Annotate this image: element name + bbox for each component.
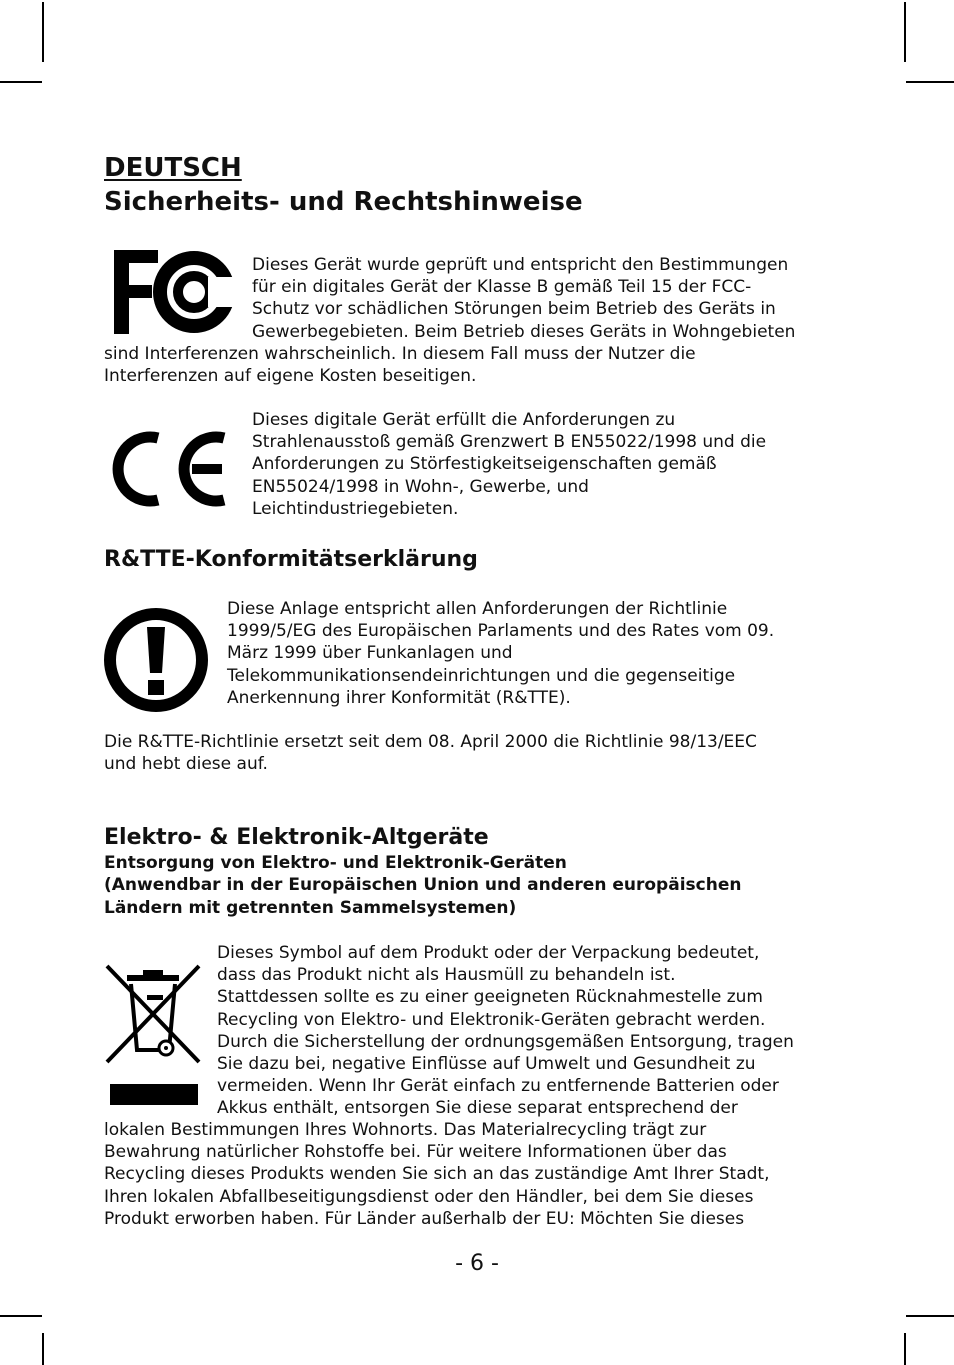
fcc-text-line: Interferenzen auf eigene Kosten beseitigen. <box>104 366 477 387</box>
rtte-text-line: Diese Anlage entspricht allen Anforderungen der Richtlinie <box>227 599 728 619</box>
rtte-note-line: Die R&TTE-Richtlinie ersetzt seit dem 08. April 2000 die Richtlinie 98/13/EEC <box>104 732 757 752</box>
crop-mark <box>42 1333 44 1365</box>
weee-text-line: Ihren lokalen Abfallbeseitigungsdienst oder den Händler, bei dem Sie dieses <box>104 1186 754 1207</box>
weee-text-line: Akkus enthält, entsorgen Sie diese separat entsprechend der <box>217 1098 738 1119</box>
ce-logo-icon <box>108 426 228 512</box>
weee-subheading-line: Entsorgung von Elektro- und Elektronik-Geräten <box>104 853 567 873</box>
weee-text-line: Recycling von Elektro- und Elektronik-Geräten gebracht werden. <box>217 1009 766 1030</box>
crop-mark <box>904 2 906 62</box>
crossed-out-bin-icon <box>103 962 203 1110</box>
weee-text-line: Stattdessen sollte es zu einer geeigneten Rücknahmestelle zum <box>217 987 763 1008</box>
weee-text-line: vermeiden. Wenn Ihr Gerät einfach zu entfernende Batterien oder <box>217 1076 779 1097</box>
weee-subheading-line: (Anwendbar in der Europäischen Union und anderen europäischen <box>104 875 742 896</box>
language-heading: DEUTSCH <box>104 153 242 183</box>
warning-exclamation-icon <box>103 607 209 713</box>
crop-mark <box>0 81 42 83</box>
ce-text-line: Dieses digitale Gerät erfüllt die Anforderungen zu <box>252 410 676 430</box>
crop-mark <box>0 1315 42 1317</box>
weee-text-line: Dieses Symbol auf dem Produkt oder der Verpackung bedeutet, <box>217 943 760 963</box>
weee-text-line: Bewahrung natürlicher Rohstoffe bei. Für weitere Informationen über das <box>104 1142 727 1163</box>
page-title: Sicherheits- und Rechtshinweise <box>104 187 583 217</box>
rtte-text-line: März 1999 über Funkanlagen und <box>227 643 513 664</box>
fcc-text-line: Dieses Gerät wurde geprüft und entspricht den Bestimmungen <box>252 255 789 275</box>
fcc-logo-icon <box>110 247 236 337</box>
fcc-text-line: Schutz vor schädlichen Störungen beim Betrieb des Geräts in <box>252 299 776 320</box>
crop-mark <box>906 1315 954 1317</box>
rtte-heading: R&TTE-Konformitätserklärung <box>104 547 478 572</box>
weee-text-line: dass das Produkt nicht als Hausmüll zu behandeln ist. <box>217 965 676 986</box>
ce-text-line: Leichtindustriegebieten. <box>252 498 459 519</box>
ce-text-line: EN55024/1998 in Wohn-, Gewerbe, und <box>252 476 589 497</box>
ce-text-line: Strahlenausstoß gemäß Grenzwert B EN55022/1998 und die <box>252 432 767 453</box>
rtte-text-line: Anerkennung ihrer Konformität (R&TTE). <box>227 687 571 708</box>
weee-heading: Elektro- & Elektronik-Altgeräte <box>104 825 489 850</box>
weee-text-line: lokalen Bestimmungen Ihres Wohnorts. Das Materialrecycling trägt zur <box>104 1120 707 1140</box>
ce-text-line: Anforderungen zu Störfestigkeitseigenschaften gemäß <box>252 454 717 475</box>
weee-text-line: Recycling dieses Produkts wenden Sie sich an das zuständige Amt Ihrer Stadt, <box>104 1164 770 1185</box>
fcc-text-line: Gewerbegebieten. Beim Betrieb dieses Geräts in Wohngebieten <box>252 321 796 342</box>
rtte-text-line: Telekommunikationsendeinrichtungen und die gegenseitige <box>227 665 736 686</box>
crop-mark <box>906 81 954 83</box>
weee-text-line: Durch die Sicherstellung der ordnungsgemäßen Entsorgung, tragen <box>217 1031 794 1052</box>
rtte-note-line: und hebt diese auf. <box>104 754 268 775</box>
crop-mark <box>904 1333 906 1365</box>
fcc-text-line: sind Interferenzen wahrscheinlich. In diesem Fall muss der Nutzer die <box>104 344 696 364</box>
weee-text-line: Produkt erworben haben. Für Länder außerhalb der EU: Möchten Sie dieses <box>104 1208 745 1229</box>
weee-text-line: Sie dazu bei, negative Einflüsse auf Umwelt und Gesundheit zu <box>217 1054 756 1075</box>
page-number: - 6 - <box>455 1251 499 1276</box>
weee-subheading-line: Ländern mit getrennten Sammelsystemen) <box>104 897 517 918</box>
fcc-text-line: für ein digitales Gerät der Klasse B gemäß Teil 15 der FCC- <box>252 277 752 298</box>
rtte-text-line: 1999/5/EG des Europäischen Parlaments und des Rates vom 09. <box>227 621 775 642</box>
crop-mark <box>42 2 44 62</box>
